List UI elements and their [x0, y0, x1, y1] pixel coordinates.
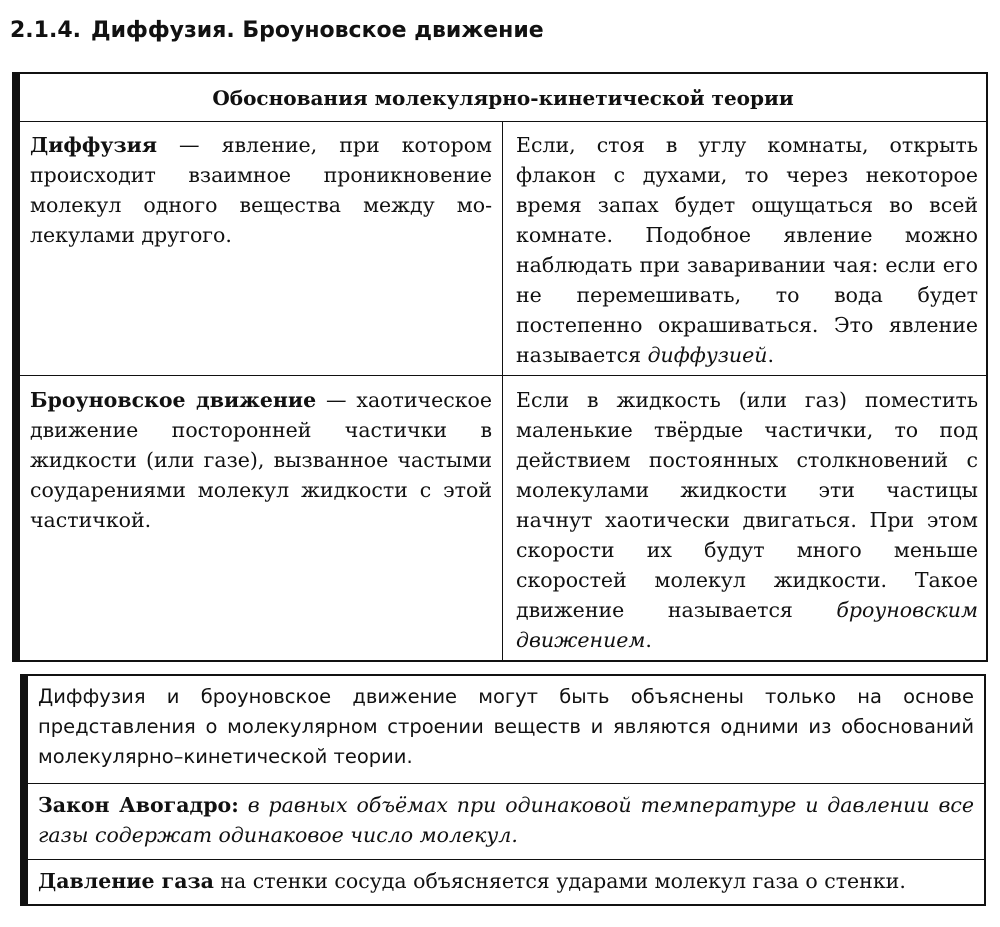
summary-divider [28, 783, 984, 784]
brownian-example-emph: броуновским движением [516, 598, 978, 652]
diffusion-example-text: Если, стоя в углу комнаты, открыть флакон с духами, то через некоторое время запах будет ощущаться во всей комнате. Подобное явление можно наблюдать при заваривании чая: если его не перемешивать, то вода будет постепенно окрашиваться. Это явление называется [516, 133, 978, 367]
brownian-definition [30, 385, 492, 535]
avogadro-term: Закон Авогадро: [38, 793, 239, 817]
brownian-term: Броуновское движение [30, 388, 317, 412]
diffusion-definition [30, 130, 492, 250]
brownian-example-text: Если в жидкость (или газ) поместить маленькие твёрдые частички, то под действием постоянных столкновений с молекулами жидкости эти частицы начнут хаотически двигаться. При этом скорости их будут много меньше скоростей молекул жидкости. Такое движение называется [516, 388, 978, 622]
section-heading [10, 18, 544, 43]
summary-box [20, 674, 986, 906]
pressure-term: Давление газа [38, 869, 214, 893]
brownian-example-end: . [645, 628, 652, 652]
summary-paragraph: Диффузия и броуновское движение могут быть объяснены только на основе представления о молекулярном строении веществ и являются одними из обоснований молекулярно–кинетической теории. [38, 685, 974, 768]
avogadro-law [28, 790, 984, 850]
gas-pressure [28, 866, 984, 896]
avogadro-text: в равных объёмах при одинаковой температуре и давлении все газы содержат одинаковое число молекул. [38, 793, 974, 847]
diffusion-example-emph: диффузией [647, 343, 768, 367]
theory-table [12, 72, 988, 662]
summary-divider [28, 859, 984, 860]
section-title: Диффузия. Броуновское движение [91, 18, 544, 43]
diffusion-definition-text: — явление, при котором происходит взаимное проникновение молекул одного вещества между молекулами другого. [30, 133, 492, 247]
column-divider [502, 121, 503, 660]
diffusion-term: Диффузия [30, 133, 157, 157]
row-divider [20, 375, 986, 376]
pressure-text: на стенки сосуда объясняется ударами молекул газа о стенки. [213, 869, 906, 893]
table-header: Обоснования молекулярно-кинетической теории [20, 74, 986, 122]
diffusion-example-end: . [767, 343, 774, 367]
brownian-definition-text: — хаотическое движение посторонней частички в жидкости (или газе), вызванное частыми соударениями молекул жидкости с этой частичкой. [30, 388, 492, 532]
brownian-example [516, 385, 978, 655]
diffusion-example [516, 130, 978, 370]
section-number: 2.1.4. [10, 18, 81, 43]
